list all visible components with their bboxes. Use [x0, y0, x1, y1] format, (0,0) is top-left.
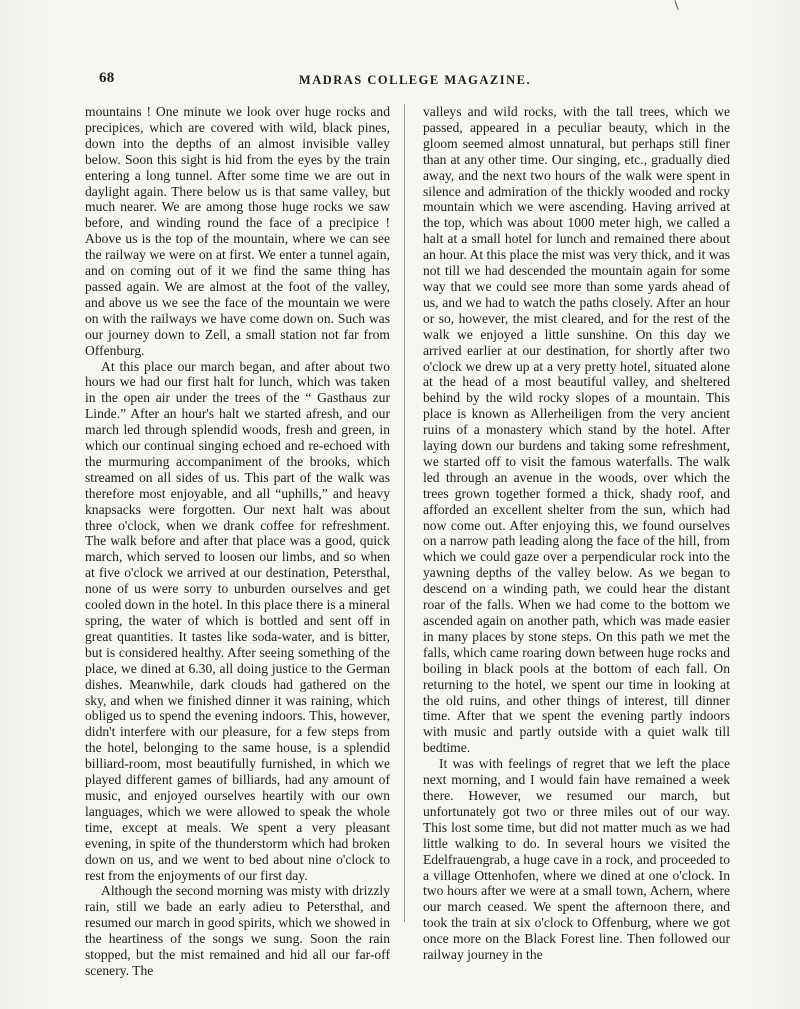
- paragraph: valleys and wild rocks, with the tall trees, which we passed, appeared in a peculiar beauty, which in the gloom seemed almost unnatural, but perhaps still finer than at any other time. Our singing, etc., gradually died away, and the next two hours of the walk were spent in silence and admiration of the thickly wooded and rocky mountain which we were ascending. Having arrived at the top, which was about 1000 meter high, we called a halt at a small hotel for lunch and remained there about an hour. At this place the mist was very thick, and it was not till we had descended the mountain again for some way that we could see more than some yards ahead of us, and we had to watch the paths closely. After an hour or so, however, the mist cleared, and for the rest of the walk we enjoyed a little sunshine. On this day we arrived earlier at our destination, for shortly after two o'clock we drew up at a very pretty hotel, situated alone at the head of a most beautiful valley, and sheltered behind by the wild rocky slopes of a mountain. This place is known as Allerheiligen from the very ancient ruins of a monastery which stand by the hotel. After laying down our burdens and taking some refreshment, we started off to visit the famous waterfalls. The walk led through an avenue in the woods, over which the trees grown together formed a thick, shady roof, and afforded an excellent shelter from the sun, which had now come out. After enjoying this, we found ourselves on a narrow path leading along the face of the hill, from which we could gaze over a perpendicular rock into the yawning depths of the valley below. As we began to descend on a winding path, we could hear the distant roar of the falls. When we had come to the bottom we ascended again on another path, which was made easier in many places by stone steps. On this path we met the falls, which came roaring down between huge rocks and boiling in black pools at the bottom of each fall. On returning to the hotel, we spent our time in looking at the old ruins, and other things of interest, till dinner time. After that we spent the evening partly indoors with music and partly outside with a quiet walk till bedtime.: [423, 104, 730, 756]
- paragraph: It was with feelings of regret that we left the place next morning, and I would fain have remained a week there. However, we resumed our march, but unfortunately got two or three miles out of our way. This lost some time, but did not matter much as we had little walking to do. In several hours we visited the Edelfrauengrab, a huge cave in a rock, and proceeded to a village Ottenhofen, where we dined at one o'clock. In two hours after we were at a small town, Achern, where our march ceased. We spent the afternoon there, and took the train at six o'clock to Offenburg, where we got once more on the Black Forest line. Then followed our railway journey in the: [423, 756, 730, 963]
- right-column: [423, 104, 730, 963]
- column-divider: [404, 104, 405, 922]
- paper-mark: [674, 0, 678, 10]
- paragraph: At this place our march began, and after about two hours we had our first halt for lunch, which was taken in the open air under the trees of the “ Gasthaus zur Linde.” After an hour's halt we started afresh, and our march led through splendid woods, fresh and green, in which our continual singing echoed and re-echoed with the murmuring accompaniment of the brooks, which streamed on all sides of us. This part of the walk was therefore most enjoyable, and all “uphills,” and heavy knapsacks were forgotten. Our next halt was about three o'clock, when we drank coffee for refreshment. The walk before and after that place was a good, quick march, which served to loosen our limbs, and so when at five o'clock we arrived at our destination, Petersthal, none of us were sorry to unburden ourselves and get cooled down in the hotel. In this place there is a mineral spring, the water of which is bottled and sent off in great quantities. It tastes like soda-water, and is bitter, but is considered healthy. After seeing something of the place, we dined at 6.30, all doing justice to the German dishes. Meanwhile, dark clouds had gathered on the sky, and when we finished dinner it was raining, which obliged us to spend the evening indoors. This, however, didn't interfere with our pleasure, for a few steps from the hotel, belonging to the same house, is a splendid billiard-room, most beautifully furnished, in which we played different games of billiards, had any amount of music, and enjoyed ourselves heartily with our own languages, which we were allowed to speak the whole time, except at meals. We spent a very pleasant evening, in spite of the thunderstorm which had broken down on us, and we went to bed about nine o'clock to rest from the enjoyments of our first day.: [85, 358, 391, 883]
- paragraph: Although the second morning was misty with drizzly rain, still we bade an early adieu to Petersthal, and resumed our march in good spirits, which we showed in the heartiness of the songs we sung. Soon the rain stopped, but the mist remained and hid all our far-off scenery. The: [85, 883, 390, 978]
- paragraph: mountains ! One minute we look over huge rocks and precipices, which are covered with wild, black pines, down into the depths of an almost invisible valley below. Soon this sight is hid from the eyes by the train entering a long tunnel. After some time we are out in daylight again. There below us is that same valley, but much nearer. We are among those huge rocks we saw before, and winding round the face of a precipice ! Above us is the top of the mountain, where we can see the railway we were on at first. We enter a tunnel again, and on coming out of it we find the same thing has passed again. We are almost at the foot of the valley, and above us we see the face of the mountain we were on with the railways we have come down on. Such was our journey down to Zell, a small station not far from Offenburg.: [85, 104, 390, 358]
- page-number: 68: [99, 70, 115, 86]
- left-column: [85, 104, 391, 978]
- running-head: MADRAS COLLEGE MAGAZINE.: [298, 73, 532, 87]
